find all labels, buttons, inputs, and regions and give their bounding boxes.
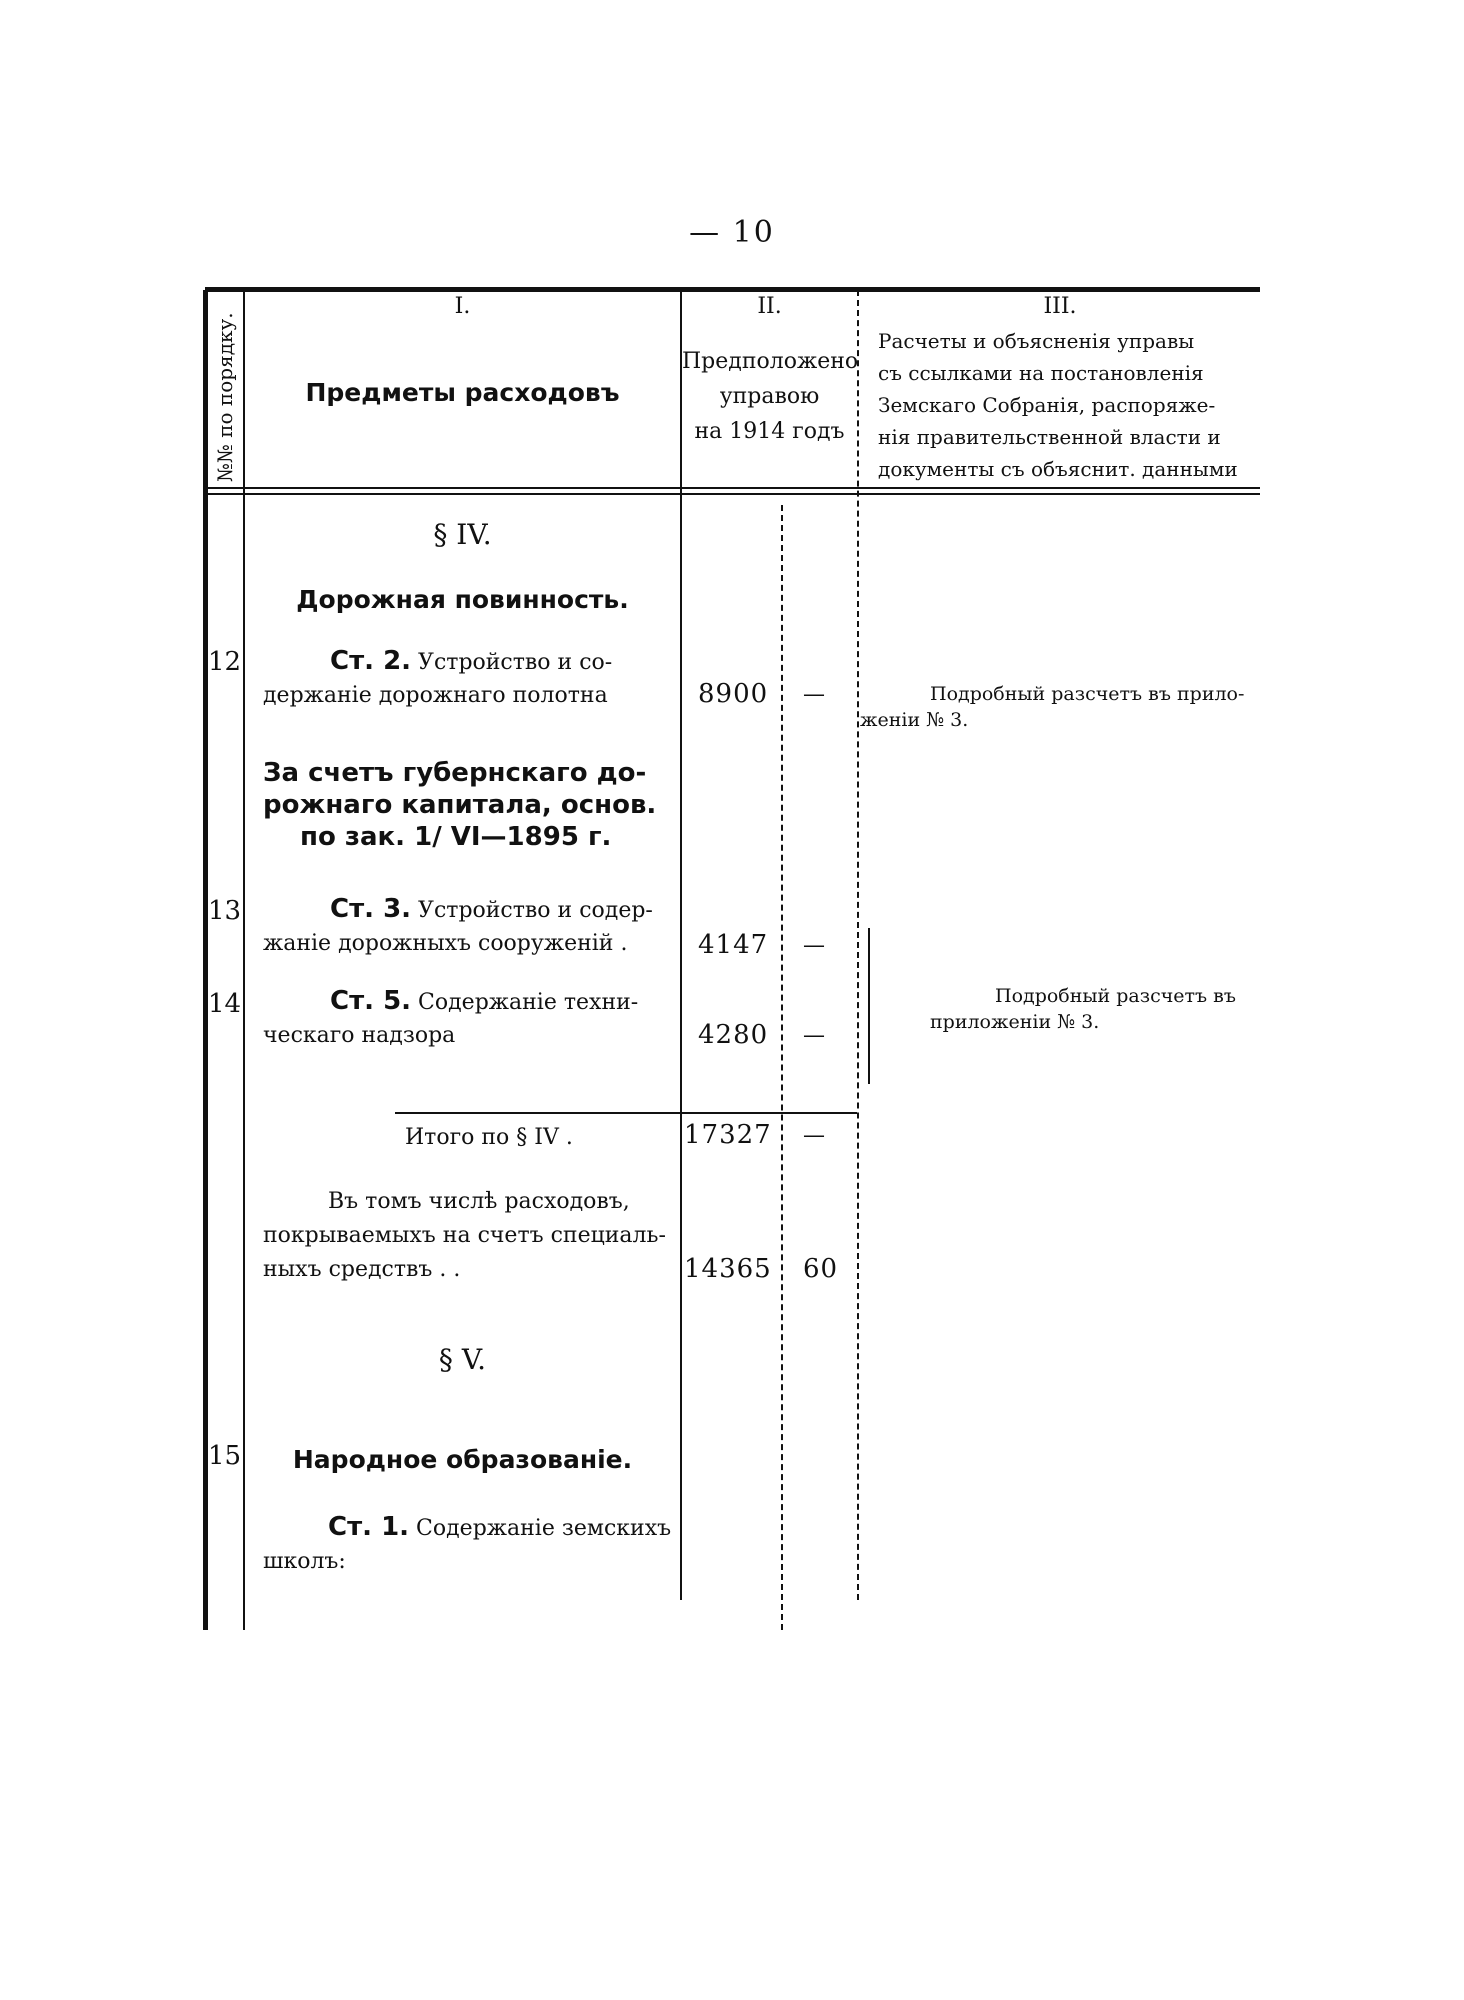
row-12-article: Ст. 2. [330, 646, 412, 676]
row-12-kopecks: — [803, 682, 825, 707]
row-14-article: Ст. 5. [330, 986, 412, 1016]
row-13-number: 13 [208, 896, 242, 926]
row-12-note-line1: Подробный разсчетъ въ прило- [930, 683, 1245, 705]
special-line2: покрываемыхъ на счетъ специаль- [263, 1223, 666, 1248]
row-13-desc-line1: Устройство и содер- [418, 898, 653, 923]
col-3-title-line1: Расчеты и объясненія управы [878, 329, 1195, 353]
col-1-roman: I. [454, 294, 471, 319]
special-kopecks: 60 [803, 1254, 839, 1284]
row-12-amount: 8900 [698, 679, 769, 709]
row-14-desc-line2: ческаго надзора [263, 1023, 456, 1048]
notes-bracket [868, 928, 870, 1084]
row-13-desc-line2: жаніе дорожныхъ сооруженій . [263, 931, 628, 956]
row-13-article: Ст. 3. [330, 894, 412, 924]
special-amount: 14365 [684, 1254, 772, 1284]
row-14-line1 [330, 985, 638, 1019]
table-left-border [203, 290, 208, 1630]
header-bottom-rule-2 [205, 493, 1260, 495]
row-15-article: Ст. 1. [328, 1512, 410, 1542]
col-3-roman: III. [1043, 294, 1077, 319]
subheading-line3: по зак. 1/ VI—1895 г. [300, 822, 612, 852]
col-3-title-line5: документы съ объяснит. данными [878, 457, 1238, 481]
row-14-number: 14 [208, 989, 242, 1019]
header-bottom-rule [205, 487, 1260, 489]
index-column-label: №№ по порядку. [213, 312, 237, 482]
section-v-heading: § V. [438, 1343, 487, 1376]
col-3-title-line2: съ ссылками на постановленія [878, 361, 1204, 385]
row-12-desc-line2: держаніе дорожнаго полотна [263, 683, 608, 708]
special-line3: ныхъ средствъ . . [263, 1257, 461, 1282]
row-12-desc-line1: Устройство и со- [418, 650, 613, 675]
row-14-desc-line1: Содержаніе техни- [418, 990, 639, 1015]
page-number: — 10 [689, 215, 775, 250]
col-2-roman: II. [757, 294, 782, 319]
row-12-line1 [330, 645, 612, 679]
subheading-line1: За счетъ губернскаго до- [263, 758, 647, 788]
col-2-divider [857, 290, 859, 1600]
row-12-number: 12 [208, 647, 242, 677]
total-label: Итого по § IV . [405, 1125, 573, 1150]
col-2-title-line3: на 1914 годъ [694, 419, 845, 444]
row-15-desc-line1: Содержаніе земскихъ [416, 1516, 672, 1541]
row-14-amount: 4280 [698, 1020, 769, 1050]
row-14-note-line2: приложеніи № 3. [930, 1011, 1100, 1033]
special-line1: Въ томъ числѣ расходовъ, [328, 1189, 630, 1214]
row-15-number: 15 [208, 1441, 242, 1471]
total-amount: 17327 [684, 1120, 772, 1150]
section-iv-title: Дорожная повинность. [296, 585, 629, 614]
total-rule [395, 1112, 857, 1114]
row-13-kopecks: — [803, 933, 825, 958]
col-2-title-line2: управою [719, 384, 820, 409]
section-iv-heading: § IV. [433, 518, 492, 551]
subheading-line2: рожнаго капитала, основ. [263, 790, 657, 820]
row-15-line1 [328, 1511, 671, 1545]
section-v-title: Народное образованіе. [292, 1445, 633, 1474]
col-1-title: Предметы расходовъ [305, 378, 620, 407]
col-2-title-line1: Предположено [682, 349, 859, 374]
col-1-divider [680, 290, 682, 1600]
row-14-note-line1: Подробный разсчетъ въ [995, 985, 1236, 1007]
row-15-desc-line2: школъ: [263, 1549, 346, 1574]
kopeck-divider [781, 505, 783, 1630]
index-col-divider [243, 290, 245, 1630]
row-13-line1 [330, 893, 653, 927]
total-kopecks: — [803, 1123, 825, 1148]
row-14-kopecks: — [803, 1023, 825, 1048]
row-12-note-line2: женіи № 3. [860, 709, 969, 731]
col-3-title-line4: нія правительственной власти и [878, 425, 1221, 449]
col-3-title-line3: Земскаго Собранія, распоряже- [878, 393, 1216, 417]
row-13-amount: 4147 [698, 930, 769, 960]
